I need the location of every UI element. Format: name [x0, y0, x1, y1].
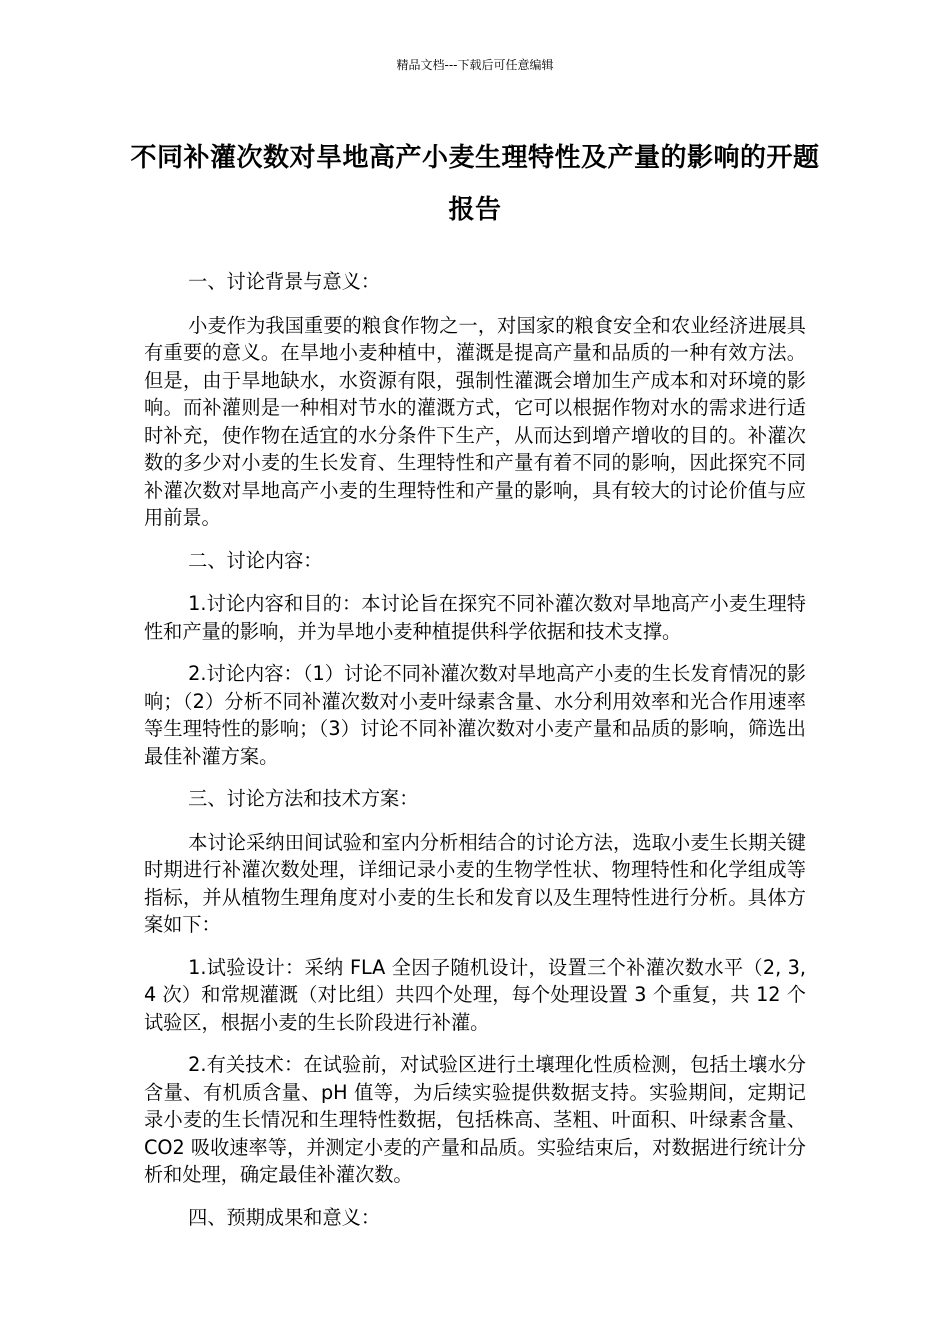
section-heading-content: 二、讨论内容：	[188, 548, 323, 572]
section-heading-background: 一、讨论背景与意义：	[188, 270, 381, 293]
document-body	[144, 268, 806, 1247]
document-title: 不同补灌次数对旱地高产小麦生理特性及产量的影响的开题报告	[130, 143, 820, 225]
paragraph-content-details: 2.讨论内容：（1）讨论不同补灌次数对旱地高产小麦的生长发育情况的影响；（2）分析不同补灌次数对小麦叶绿素含量、水分利用效率和光合作用速率等生理特性的影响；（3）讨论不同补灌次数对小麦产量和品质的影响，筛选出最佳补灌方案。	[144, 662, 806, 768]
section-heading-outcomes: 四、预期成果和意义：	[188, 1205, 381, 1229]
page-header: 精品文档---下载后可任意编辑	[396, 58, 554, 72]
paragraph-background: 小麦作为我国重要的粮食作物之一，对国家的粮食安全和农业经济进展具有重要的意义。在旱地小麦种植中，灌溉是提高产量和品质的一种有效方法。但是，由于旱地缺水，水资源有限，强制性灌溉会增加生产成本和对环境的影响。而补灌则是一种相对节水的灌溉方式，它可以根据作物对水的需求进行适时补充，使作物在适宜的水分条件下生产，从而达到增产增收的目的。补灌次数的多少对小麦的生长发育、生理特性和产量有着不同的影响，因此探究不同补灌次数对旱地高产小麦的生理特性和产量的影响，具有较大的讨论价值与应用前景。	[144, 313, 806, 529]
section-heading-methods: 三、讨论方法和技术方案：	[188, 787, 419, 810]
paragraph-methods-design: 1.试验设计：采纳 FLA 全因子随机设计，设置三个补灌次数水平（2, 3, 4 次）和常规灌溉（对比组）共四个处理，每个处理设置 3 个重复，共 12 个试验区，根据小麦的生长阶段进行补灌。	[144, 955, 806, 1034]
paragraph-methods-techniques: 2.有关技术：在试验前，对试验区进行土壤理化性质检测，包括土壤水分含量、有机质含量、pH 值等，为后续实验提供数据支持。实验期间，定期记录小麦的生长情况和生理特性数据，包括株高、茎粗、叶面积、叶绿素含量、CO2 吸收速率等，并测定小麦的产量和品质。实验结束后，对数据进行统计分析和处理，确定最佳补灌次数。	[144, 1053, 806, 1186]
paragraph-methods-overview: 本讨论采纳田间试验和室内分析相结合的讨论方法，选取小麦生长期关键时期进行补灌次数处理，详细记录小麦的生物学性状、物理特性和化学组成等指标，并从植物生理角度对小麦的生长和发育以及生理特性进行分析。具体方案如下：	[144, 830, 806, 936]
paragraph-content-goal: 1.讨论内容和目的：本讨论旨在探究不同补灌次数对旱地高产小麦生理特性和产量的影响，并为旱地小麦种植提供科学依据和技术支撑。	[144, 592, 806, 643]
